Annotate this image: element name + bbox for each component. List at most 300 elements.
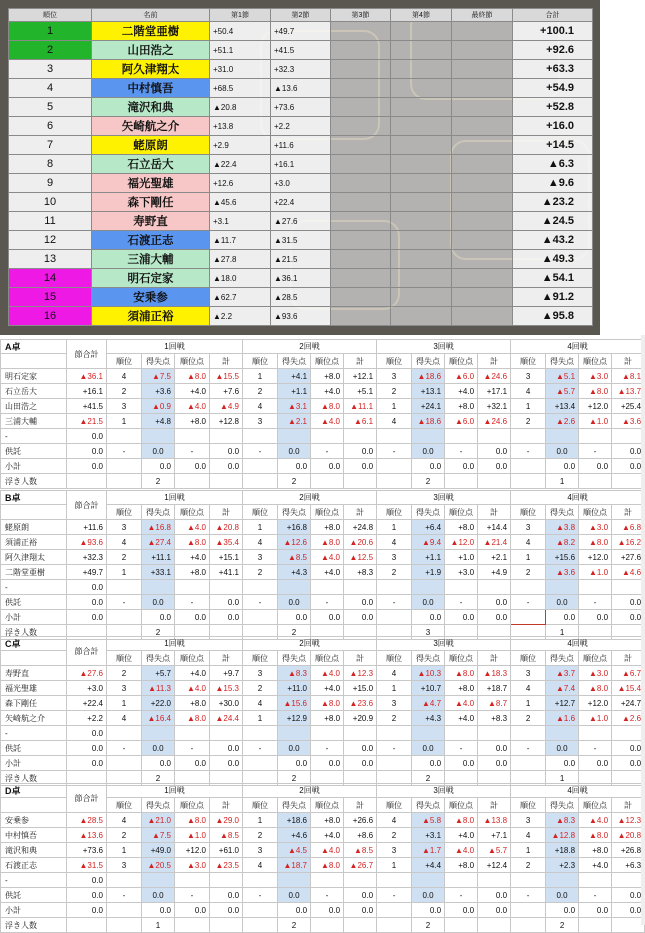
placement: 4 (377, 666, 412, 681)
total-points: +14.5 (513, 136, 593, 155)
subheader-cell: 得失点 (278, 651, 311, 666)
final-section-points (452, 155, 513, 174)
section-1-points: ▲22.4 (210, 155, 271, 174)
placement: 1 (107, 696, 142, 711)
score: ▲15.6 (278, 696, 311, 711)
score: ▲8.3 (546, 813, 579, 828)
dash-cell: - (579, 888, 612, 903)
score: ▲0.9 (142, 399, 175, 414)
section-3-points (331, 79, 391, 98)
dash-cell: - (511, 595, 546, 610)
player-name: 矢崎航之介 (1, 711, 67, 726)
dash-cell: - (445, 444, 478, 459)
score: ▲12.8 (546, 828, 579, 843)
subtotal-value: 0.0 (142, 756, 175, 771)
scrollbar[interactable] (641, 335, 645, 925)
floating-count-value: 2 (278, 625, 311, 640)
section-4-points (391, 231, 452, 250)
kyotaku-label: 供託 (1, 741, 67, 756)
placement-points: ▲4.0 (175, 399, 210, 414)
round-total: +8.6 (344, 828, 377, 843)
round-total: ▲13.8 (478, 813, 511, 828)
blank-cell (107, 903, 142, 918)
final-section-points (452, 117, 513, 136)
table-group-d (0, 783, 642, 933)
placement: 3 (377, 696, 412, 711)
section-4-points (391, 79, 452, 98)
placement: 2 (377, 828, 412, 843)
subtotal-value: 0.0 (175, 610, 210, 625)
placement-points: ▲1.0 (579, 414, 612, 429)
placement: 1 (377, 681, 412, 696)
kyotaku-round-total: 0.0 (344, 888, 377, 903)
round-total: +7.6 (210, 384, 243, 399)
dash-cell: - (107, 741, 142, 756)
section-2-points: ▲36.1 (271, 269, 331, 288)
score: ▲20.5 (142, 858, 175, 873)
section-3-points (331, 155, 391, 174)
placement: 2 (377, 565, 412, 580)
blank-cell (612, 580, 645, 595)
placement: 2 (107, 550, 142, 565)
subtotal-value: 0.0 (175, 903, 210, 918)
placement-points: ▲8.0 (175, 535, 210, 550)
dash-cell: - (377, 595, 412, 610)
subheader-cell: 計 (344, 505, 377, 520)
dash-cell: - (311, 888, 344, 903)
blank-cell (243, 474, 278, 489)
section-total: +11.6 (67, 520, 107, 535)
total-points: ▲6.3 (513, 155, 593, 174)
placement: 2 (243, 681, 278, 696)
blank-cell (445, 726, 478, 741)
subtotal-value: 0.0 (278, 459, 311, 474)
placement-points: +3.0 (445, 565, 478, 580)
total-points: ▲54.1 (513, 269, 593, 288)
rank-cell: 9 (9, 174, 92, 193)
dash-cell: - (377, 741, 412, 756)
blank-cell (612, 474, 645, 489)
player-name-cell: 森下剛任 (92, 193, 210, 212)
placement: 4 (377, 535, 412, 550)
player-name-cell: 明石定家 (92, 269, 210, 288)
kyotaku-value: 0.0 (142, 595, 175, 610)
kyotaku-round-total: 0.0 (210, 741, 243, 756)
round-total: +5.1 (344, 384, 377, 399)
standings-row (9, 117, 593, 136)
standings-header-cell: 最終節 (452, 9, 513, 22)
floating-count-label: 浮き人数 (1, 918, 67, 933)
kyotaku-value: 0.0 (412, 741, 445, 756)
blank-cell (175, 918, 210, 933)
dash-cell: - (175, 888, 210, 903)
placement-points: ▲8.0 (445, 813, 478, 828)
score: ▲21.0 (142, 813, 175, 828)
subheader-cell: 計 (344, 651, 377, 666)
rank-cell: 4 (9, 79, 92, 98)
subheader-cell: 順位点 (445, 505, 478, 520)
placement: 4 (511, 828, 546, 843)
round-total: +61.0 (210, 843, 243, 858)
subtotal-value: 0.0 (311, 903, 344, 918)
round-total: ▲6.7 (612, 666, 645, 681)
subheader-cell: 得失点 (278, 354, 311, 369)
placement: 2 (107, 384, 142, 399)
dash-cell: - (311, 741, 344, 756)
blank-cell (579, 580, 612, 595)
round-total: ▲13.7 (612, 384, 645, 399)
rank-cell: 14 (9, 269, 92, 288)
kyotaku-total: 0.0 (67, 595, 107, 610)
subheader-cell: 順位 (243, 354, 278, 369)
score: ▲8.5 (278, 550, 311, 565)
dash-cell: - (243, 741, 278, 756)
placement: 2 (243, 565, 278, 580)
subtotal-value: 0.0 (612, 610, 645, 625)
placement-points: ▲3.0 (579, 666, 612, 681)
blank-cell (511, 610, 546, 625)
round-header: 2回戦 (243, 784, 377, 798)
blank-cell (175, 429, 210, 444)
round-total: ▲35.4 (210, 535, 243, 550)
subtotal-value: 0.0 (278, 903, 311, 918)
floating-count-value: 1 (546, 771, 579, 786)
dash-value: 0.0 (67, 726, 107, 741)
section-total: ▲13.6 (67, 828, 107, 843)
blank-cell (67, 918, 107, 933)
round-total: +17.1 (478, 384, 511, 399)
placement: 3 (377, 550, 412, 565)
kyotaku-round-total: 0.0 (344, 741, 377, 756)
score: +12.9 (278, 711, 311, 726)
player-name: 阿久津翔太 (1, 550, 67, 565)
dash-label: - (1, 429, 67, 444)
subheader-cell: 得失点 (546, 651, 579, 666)
blank-cell (175, 873, 210, 888)
floating-count-value: 2 (412, 918, 445, 933)
kyotaku-value: 0.0 (142, 444, 175, 459)
score: ▲5.8 (412, 813, 445, 828)
blank-cell (579, 873, 612, 888)
placement-points: ▲4.0 (311, 843, 344, 858)
placement: 4 (377, 414, 412, 429)
standings-row (9, 41, 593, 60)
subtotal-value: 0.0 (612, 756, 645, 771)
score: ▲16.4 (142, 711, 175, 726)
score: ▲7.4 (546, 681, 579, 696)
subheader-cell: 計 (210, 798, 243, 813)
standings-row (9, 79, 593, 98)
score: ▲2.6 (546, 414, 579, 429)
placement: 3 (511, 813, 546, 828)
blank-cell (210, 873, 243, 888)
section-4-points (391, 174, 452, 193)
kyotaku-round-total: 0.0 (210, 595, 243, 610)
subheader-cell: 計 (478, 354, 511, 369)
player-name: 森下剛任 (1, 696, 67, 711)
dash-cell: - (579, 741, 612, 756)
score: ▲1.6 (546, 711, 579, 726)
kyotaku-row (1, 444, 645, 459)
section-total: +22.4 (67, 696, 107, 711)
total-points: +16.0 (513, 117, 593, 136)
placement-points: ▲3.0 (579, 369, 612, 384)
player-name-cell: 安乗参 (92, 288, 210, 307)
table-label: D卓 (1, 784, 67, 798)
placement: 1 (243, 520, 278, 535)
subheader-cell: 順位点 (579, 651, 612, 666)
blank-cell (278, 429, 311, 444)
placement: 3 (377, 843, 412, 858)
score: +3.6 (142, 384, 175, 399)
round-total: ▲26.7 (344, 858, 377, 873)
kyotaku-value: 0.0 (546, 888, 579, 903)
section-2-points: ▲93.6 (271, 307, 331, 326)
final-section-points (452, 136, 513, 155)
round-total: ▲12.3 (612, 813, 645, 828)
player-name: 安乗参 (1, 813, 67, 828)
subtotal-value: 0.0 (612, 459, 645, 474)
subtotal-total: 0.0 (67, 903, 107, 918)
subheader-cell: 順位 (377, 798, 412, 813)
dash-cell: - (311, 595, 344, 610)
placement-points: +8.0 (175, 696, 210, 711)
standings-row (9, 288, 593, 307)
score: ▲12.6 (278, 535, 311, 550)
round-header: 4回戦 (511, 491, 645, 505)
score: ▲4.5 (278, 843, 311, 858)
blank-cell (243, 580, 278, 595)
score: ▲2.1 (278, 414, 311, 429)
standings-header-cell: 順位 (9, 9, 92, 22)
section-3-points (331, 136, 391, 155)
section-total: ▲36.1 (67, 369, 107, 384)
round-total: ▲18.3 (478, 666, 511, 681)
blank-cell (243, 726, 278, 741)
section-1-points: ▲20.8 (210, 98, 271, 117)
placement-points: +4.0 (445, 711, 478, 726)
dash-cell: - (579, 444, 612, 459)
subheader-cell: 得失点 (412, 505, 445, 520)
blank-cell (377, 726, 412, 741)
subtotal-total: 0.0 (67, 610, 107, 625)
dash-label: - (1, 873, 67, 888)
blank-cell (344, 474, 377, 489)
subheader-cell: 計 (344, 354, 377, 369)
placement-points: ▲8.0 (579, 828, 612, 843)
subtotal-value: 0.0 (546, 610, 579, 625)
standings-header-cell: 合計 (513, 9, 593, 22)
kyotaku-value: 0.0 (278, 595, 311, 610)
round-total: ▲11.1 (344, 399, 377, 414)
subtotal-value: 0.0 (142, 459, 175, 474)
player-name-cell: 阿久津翔太 (92, 60, 210, 79)
placement-points: ▲4.0 (311, 550, 344, 565)
section-2-points: ▲13.6 (271, 79, 331, 98)
subtotal-value: 0.0 (478, 459, 511, 474)
placement: 3 (243, 414, 278, 429)
blank-cell (311, 474, 344, 489)
total-points: +92.6 (513, 41, 593, 60)
section-total: +73.6 (67, 843, 107, 858)
blank-cell (445, 429, 478, 444)
placement: 4 (107, 813, 142, 828)
placement: 4 (243, 399, 278, 414)
section-total: ▲21.5 (67, 414, 107, 429)
placement-points: ▲3.0 (175, 858, 210, 873)
score: ▲18.6 (412, 369, 445, 384)
placement: 4 (511, 535, 546, 550)
rank-cell: 6 (9, 117, 92, 136)
blank-cell (175, 580, 210, 595)
score: ▲3.8 (546, 520, 579, 535)
subheader-cell: 計 (210, 354, 243, 369)
section-total: +49.7 (67, 565, 107, 580)
section-1-points: +68.5 (210, 79, 271, 98)
blank-cell (612, 429, 645, 444)
blank-cell (377, 610, 412, 625)
round-header: 4回戦 (511, 784, 645, 798)
round-header: 1回戦 (107, 784, 243, 798)
kyotaku-value: 0.0 (412, 595, 445, 610)
blank-cell (344, 726, 377, 741)
subtotal-value: 0.0 (344, 610, 377, 625)
final-section-points (452, 22, 513, 41)
score: +18.6 (278, 813, 311, 828)
table-label: A卓 (1, 340, 67, 354)
placement: 3 (511, 369, 546, 384)
blank-cell (243, 873, 278, 888)
total-points: ▲91.2 (513, 288, 593, 307)
placement: 1 (377, 520, 412, 535)
blank-cell (278, 873, 311, 888)
round-total: ▲24.6 (478, 414, 511, 429)
round-total: ▲23.6 (344, 696, 377, 711)
round-header: 1回戦 (107, 637, 243, 651)
player-name: 蛯原朗 (1, 520, 67, 535)
round-total: ▲5.7 (478, 843, 511, 858)
round-header: 2回戦 (243, 340, 377, 354)
final-section-points (452, 60, 513, 79)
final-section-points (452, 98, 513, 117)
placement-points: +12.0 (175, 843, 210, 858)
placement-points: +12.0 (579, 550, 612, 565)
player-name: 三浦大輔 (1, 414, 67, 429)
subheader-cell: 順位点 (579, 354, 612, 369)
subheader-cell: 得失点 (546, 798, 579, 813)
kyotaku-value: 0.0 (278, 741, 311, 756)
total-points: ▲24.5 (513, 212, 593, 231)
subtotal-value: 0.0 (546, 756, 579, 771)
subheader-cell: 順位点 (445, 354, 478, 369)
subheader-cell: 計 (210, 651, 243, 666)
final-section-points (452, 174, 513, 193)
kyotaku-value: 0.0 (546, 444, 579, 459)
placement: 3 (107, 858, 142, 873)
placement-points: +8.0 (311, 369, 344, 384)
rank-cell: 7 (9, 136, 92, 155)
blank-cell (478, 873, 511, 888)
round-total: ▲20.8 (210, 520, 243, 535)
blank-cell (377, 459, 412, 474)
standings-row (9, 60, 593, 79)
table-row (1, 843, 645, 858)
placement: 4 (511, 384, 546, 399)
score: +11.1 (142, 550, 175, 565)
section-2-points: ▲27.6 (271, 212, 331, 231)
section-4-points (391, 60, 452, 79)
placement-points: ▲4.0 (445, 843, 478, 858)
rank-cell: 5 (9, 98, 92, 117)
final-section-points (452, 250, 513, 269)
round-total: ▲6.1 (344, 414, 377, 429)
player-name: 山田浩之 (1, 399, 67, 414)
blank-cell (511, 726, 546, 741)
section-total: ▲31.5 (67, 858, 107, 873)
placement-points: ▲8.0 (311, 696, 344, 711)
blank-cell (1, 505, 67, 520)
placement: 2 (511, 565, 546, 580)
blank-cell (412, 726, 445, 741)
placement-points: +8.0 (445, 858, 478, 873)
score: ▲11.3 (142, 681, 175, 696)
kyotaku-round-total: 0.0 (344, 444, 377, 459)
section-total: ▲27.6 (67, 666, 107, 681)
placement-points: ▲8.0 (175, 813, 210, 828)
player-name: 須浦正裕 (1, 535, 67, 550)
table-label: B卓 (1, 491, 67, 505)
subtotal-value: 0.0 (344, 459, 377, 474)
dash-value: 0.0 (67, 873, 107, 888)
round-header: 3回戦 (377, 784, 511, 798)
blank-cell (344, 873, 377, 888)
kyotaku-value: 0.0 (278, 888, 311, 903)
blank-cell (344, 918, 377, 933)
blank-cell (67, 474, 107, 489)
placement-points: ▲12.0 (445, 535, 478, 550)
blank-cell (612, 918, 645, 933)
section-2-points: ▲21.5 (271, 250, 331, 269)
round-total: ▲8.5 (344, 843, 377, 858)
blank-cell (445, 873, 478, 888)
placement-points: ▲8.0 (579, 535, 612, 550)
round-total: ▲12.5 (344, 550, 377, 565)
round-total: +6.3 (612, 858, 645, 873)
total-points: +52.8 (513, 98, 593, 117)
standings-row (9, 136, 593, 155)
blank-cell (377, 918, 412, 933)
player-name: 明石定家 (1, 369, 67, 384)
section-1-points: +13.8 (210, 117, 271, 136)
placement: 4 (243, 696, 278, 711)
kyotaku-value: 0.0 (546, 741, 579, 756)
dash-cell: - (511, 888, 546, 903)
placement-points: ▲8.0 (579, 384, 612, 399)
section-1-points: +12.6 (210, 174, 271, 193)
placement-points: ▲8.0 (445, 666, 478, 681)
blank-cell (478, 429, 511, 444)
score: ▲10.3 (412, 666, 445, 681)
round-total: +15.1 (210, 550, 243, 565)
final-section-points (452, 307, 513, 326)
floating-count-value: 1 (546, 625, 579, 640)
kyotaku-round-total: 0.0 (612, 741, 645, 756)
placement: 1 (107, 843, 142, 858)
section-3-points (331, 250, 391, 269)
blank-cell (175, 726, 210, 741)
section-4-points (391, 98, 452, 117)
placement: 4 (243, 535, 278, 550)
